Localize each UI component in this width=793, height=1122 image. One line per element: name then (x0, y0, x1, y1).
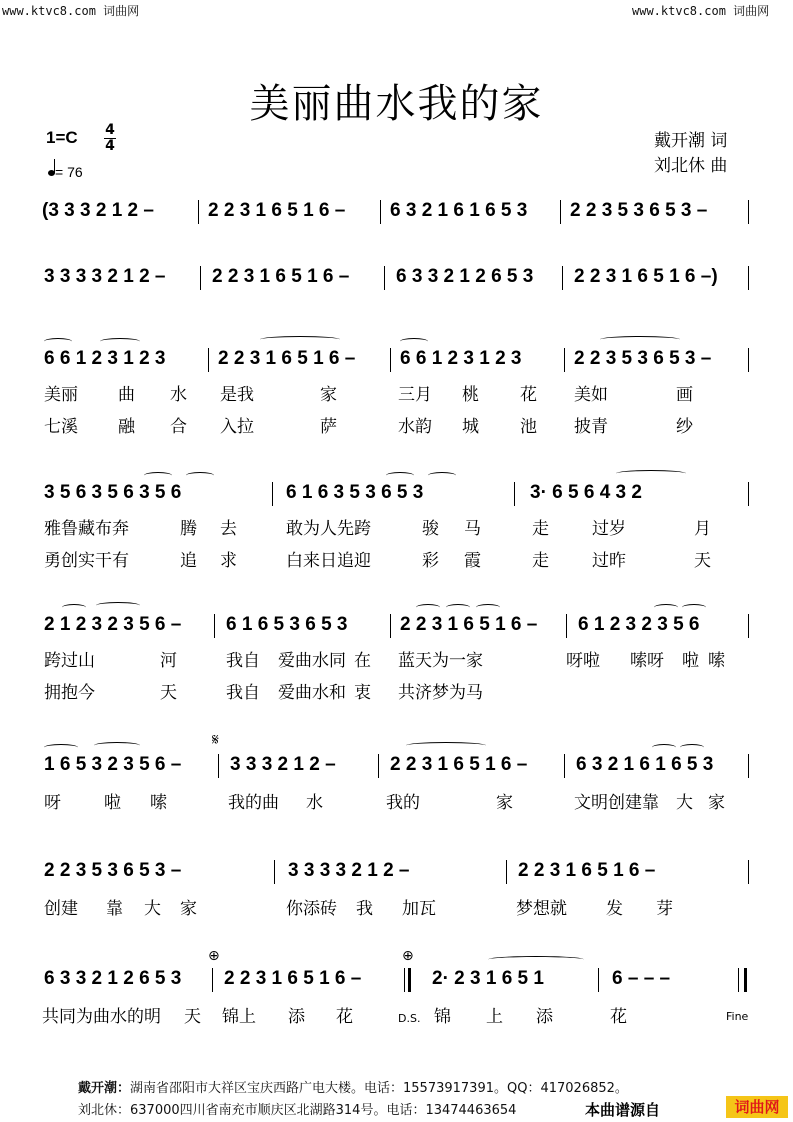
lyric: 去 (220, 519, 237, 539)
lyric: 雅鲁藏布奔 (44, 519, 129, 539)
lyric: 跨过山 (44, 651, 95, 671)
slur (400, 338, 428, 345)
barline (200, 266, 201, 290)
lyric: 我的曲 (228, 793, 279, 813)
measure: 2 2 3 5 3 6 5 3 – (44, 860, 182, 881)
measure: 2 2 3 5 3 6 5 3 – (570, 200, 708, 221)
lyric: 七溪 (44, 417, 78, 437)
measure: 2 2 3 1 6 5 1 6 – (212, 266, 350, 287)
lyric: 共济梦为马 (398, 683, 483, 703)
lyric: 求 (220, 551, 237, 571)
barline (748, 348, 749, 372)
final-barline-thick (744, 968, 747, 992)
lyric: 啦 (682, 651, 699, 671)
score-row-1 (0, 200, 793, 260)
slur (446, 604, 470, 611)
measure: 3 5 6 3 5 6 3 5 6 (44, 482, 182, 503)
barline (598, 968, 599, 992)
final-barline (738, 968, 739, 992)
slur (488, 956, 584, 963)
measure: 3 3 3 3 2 1 2 – (44, 266, 166, 287)
slur (186, 472, 214, 479)
lyric: 水 (170, 385, 187, 405)
measure: 2 2 3 1 6 5 1 6 – (390, 754, 528, 775)
barline (274, 860, 275, 884)
barline (560, 200, 561, 224)
slur (428, 472, 456, 479)
lyric: 纱 (676, 417, 693, 437)
quarter-note-icon (48, 170, 55, 176)
barline (380, 200, 381, 224)
lyric: 你添砖 (286, 899, 337, 919)
lyric: 美丽 (44, 385, 78, 405)
score-row-8 (0, 948, 793, 1028)
slur (94, 742, 140, 749)
lyric: 梦想就 (516, 899, 567, 919)
lyric: 城 (462, 417, 479, 437)
slur (680, 744, 704, 751)
lyric: 月 (694, 519, 711, 539)
slur (600, 336, 680, 343)
lyric: 水韵 (398, 417, 432, 437)
fine-marking: Fine (726, 1010, 749, 1023)
lyric: 我的 (386, 793, 420, 813)
barline (384, 266, 385, 290)
slur (416, 604, 440, 611)
footer-name: 刘北休： (78, 1103, 131, 1118)
measure: 2 2 3 1 6 5 1 6 – (218, 348, 356, 369)
lyric: 文明创建靠 (574, 793, 659, 813)
meter-bottom: 4 (105, 138, 115, 154)
barline (562, 266, 563, 290)
lyric: 敢为人先跨 (286, 519, 371, 539)
lyric: 加瓦 (402, 899, 436, 919)
slur (96, 602, 140, 609)
key-signature: 1=C (46, 128, 78, 147)
measure: 2 2 3 1 6 5 1 6 –) (574, 266, 718, 287)
lyric: 走 (532, 551, 549, 571)
final-barline (404, 968, 405, 992)
barline (748, 200, 749, 224)
measure: 2 1 2 3 2 3 5 6 – (44, 614, 182, 635)
score-row-3 (0, 348, 793, 438)
segno-sign: 𝄋 (212, 730, 219, 749)
lyric: 上 (486, 1007, 503, 1027)
lyric: 大 (144, 899, 161, 919)
lyric: 霞 (464, 551, 481, 571)
measure: 2· 2 3 1 6 5 1 (432, 968, 544, 989)
lyric: 蓝天为一家 (398, 651, 483, 671)
lyric: 锦上 (222, 1007, 256, 1027)
measure: 6 3 3 2 1 2 6 5 3 (44, 968, 182, 989)
lyric: 衷 (354, 683, 371, 703)
lyric: 我自 (226, 651, 260, 671)
site-watermark-left: www.ktvc8.com 词曲网 (2, 4, 140, 18)
barline (748, 614, 749, 638)
barline (208, 348, 209, 372)
slur (144, 472, 172, 479)
lyric: 河 (160, 651, 177, 671)
lyric: 爱曲水同 (278, 651, 346, 671)
footer-text: 湖南省邵阳市大祥区宝庆西路广电大楼。电话：15573917391。QQ：417026852。 (130, 1081, 628, 1096)
lyric: 嗦 (150, 793, 167, 813)
barline (198, 200, 199, 224)
barline (566, 614, 567, 638)
barline (564, 754, 565, 778)
footer-text: 637000四川省南充市顺庆区北湖路314号。电话：13474463654 (130, 1103, 517, 1118)
lyric: 添 (536, 1007, 553, 1027)
measure: 6 3 2 1 6 1 6 5 3 (576, 754, 714, 775)
measure: 2 2 3 1 6 5 1 6 – (208, 200, 346, 221)
slur (682, 604, 706, 611)
measure: 6 – – – (612, 968, 671, 989)
slur (44, 744, 78, 751)
lyric: 添 (288, 1007, 305, 1027)
lyric: 马 (464, 519, 481, 539)
ds-marking: D.S. (398, 1012, 421, 1025)
lyric: 勇创实干有 (44, 551, 129, 571)
score-row-6 (0, 730, 793, 814)
lyric: 呀 (44, 793, 61, 813)
lyric: 我 (356, 899, 373, 919)
lyric: 家 (496, 793, 513, 813)
lyric: 天 (160, 683, 177, 703)
coda-sign: ⊕ (402, 948, 414, 964)
slur (652, 744, 676, 751)
footer-lyricist-contact (78, 1077, 628, 1096)
slur (476, 604, 500, 611)
barline (564, 348, 565, 372)
lyric: 花 (336, 1007, 353, 1027)
score-row-7 (0, 860, 793, 920)
measure: (3 3 3 2 1 2 – (42, 200, 154, 221)
barline (748, 754, 749, 778)
lyric: 拥抱今 (44, 683, 95, 703)
lyric: 画 (676, 385, 693, 405)
barline (214, 614, 215, 638)
lyric: 美如 (574, 385, 608, 405)
measure: 2 2 3 1 6 5 1 6 – (400, 614, 538, 635)
lyric: 家 (708, 793, 725, 813)
lyric: 过岁 (592, 519, 626, 539)
lyric: 水 (306, 793, 323, 813)
lyric: 桃 (462, 385, 479, 405)
measure: 3· 6 5 6 4 3 2 (530, 482, 642, 503)
final-barline-thick (408, 968, 411, 992)
score-row-5 (0, 614, 793, 704)
measure: 6 6 1 2 3 1 2 3 (400, 348, 522, 369)
lyric: 曲 (118, 385, 135, 405)
lyric: 家 (320, 385, 337, 405)
source-note: 本曲谱源自 (585, 1101, 661, 1119)
lyric: 是我 (220, 385, 254, 405)
measure: 2 2 3 5 3 6 5 3 – (574, 348, 712, 369)
barline (212, 968, 213, 992)
barline (514, 482, 515, 506)
lyric: 骏 (422, 519, 439, 539)
measure: 6 1 6 3 5 3 6 5 3 (286, 482, 424, 503)
score-row-4 (0, 482, 793, 572)
slur (386, 472, 414, 479)
measure: 6 1 6 5 3 6 5 3 (226, 614, 348, 635)
measure: 6 3 3 2 1 2 6 5 3 (396, 266, 534, 287)
lyric: 走 (532, 519, 549, 539)
lyric: 在 (354, 651, 371, 671)
song-title: 美丽曲水我的家 (249, 81, 544, 127)
measure: 1 6 5 3 2 3 5 6 – (44, 754, 182, 775)
measure: 3 3 3 2 1 2 – (230, 754, 336, 775)
coda-sign: ⊕ (208, 948, 220, 964)
lyric: 嗦呀 (630, 651, 664, 671)
barline (218, 754, 219, 778)
footer-composer-contact (78, 1099, 516, 1118)
lyric: 呀啦 (566, 651, 600, 671)
lyric: 三月 (398, 385, 432, 405)
lyric: 彩 (422, 551, 439, 571)
barline (390, 348, 391, 372)
measure: 6 3 2 1 6 1 6 5 3 (390, 200, 528, 221)
lyric: 过昨 (592, 551, 626, 571)
measure: 3 3 3 3 2 1 2 – (288, 860, 410, 881)
meter-top: 4 (105, 122, 115, 138)
tempo-value: = 76 (55, 164, 83, 180)
lyric: 花 (520, 385, 537, 405)
slur (62, 604, 86, 611)
measure: 6 6 1 2 3 1 2 3 (44, 348, 166, 369)
lyric: 融 (118, 417, 135, 437)
time-signature (104, 123, 116, 154)
lyric: 披青 (574, 417, 608, 437)
lyric: 天 (184, 1007, 201, 1027)
lyric: 家 (180, 899, 197, 919)
lyric: 发 (606, 899, 623, 919)
measure: 6 1 2 3 2 3 5 6 (578, 614, 700, 635)
lyric: 我自 (226, 683, 260, 703)
lyricist-credit: 戴开潮 词 (654, 131, 728, 151)
lyric: 花 (610, 1007, 627, 1027)
slur (44, 338, 72, 345)
lyric: 白来日追迎 (286, 551, 371, 571)
barline (748, 860, 749, 884)
lyric: 天 (694, 551, 711, 571)
tempo-marking (48, 164, 83, 180)
lyric: 嗦 (708, 651, 725, 671)
lyric: 萨 (320, 417, 337, 437)
barline (390, 614, 391, 638)
lyric: 腾 (180, 519, 197, 539)
lyric: 入拉 (220, 417, 254, 437)
barline (378, 754, 379, 778)
slur (616, 470, 686, 477)
score-row-2 (0, 266, 793, 326)
composer-credit: 刘北休 曲 (654, 156, 728, 176)
lyric: 池 (520, 417, 537, 437)
site-logo: 词曲网 (726, 1096, 788, 1118)
lyric: 共同为曲水的明 (42, 1007, 161, 1027)
lyric: 芽 (656, 899, 673, 919)
slur (654, 604, 678, 611)
lyric: 锦 (434, 1007, 451, 1027)
site-watermark-right: www.ktvc8.com 词曲网 (632, 4, 770, 18)
barline (506, 860, 507, 884)
measure: 2 2 3 1 6 5 1 6 – (224, 968, 362, 989)
lyric: 合 (170, 417, 187, 437)
slur (406, 742, 486, 749)
lyric: 啦 (104, 793, 121, 813)
barline (272, 482, 273, 506)
lyric: 创建 (44, 899, 78, 919)
slur (100, 338, 140, 345)
slur (260, 336, 340, 343)
measure: 2 2 3 1 6 5 1 6 – (518, 860, 656, 881)
lyric: 靠 (106, 899, 123, 919)
footer-name: 戴开潮： (78, 1081, 131, 1096)
barline (748, 482, 749, 506)
lyric: 大 (676, 793, 693, 813)
lyric: 追 (180, 551, 197, 571)
barline (748, 266, 749, 290)
lyric: 爱曲水和 (278, 683, 346, 703)
